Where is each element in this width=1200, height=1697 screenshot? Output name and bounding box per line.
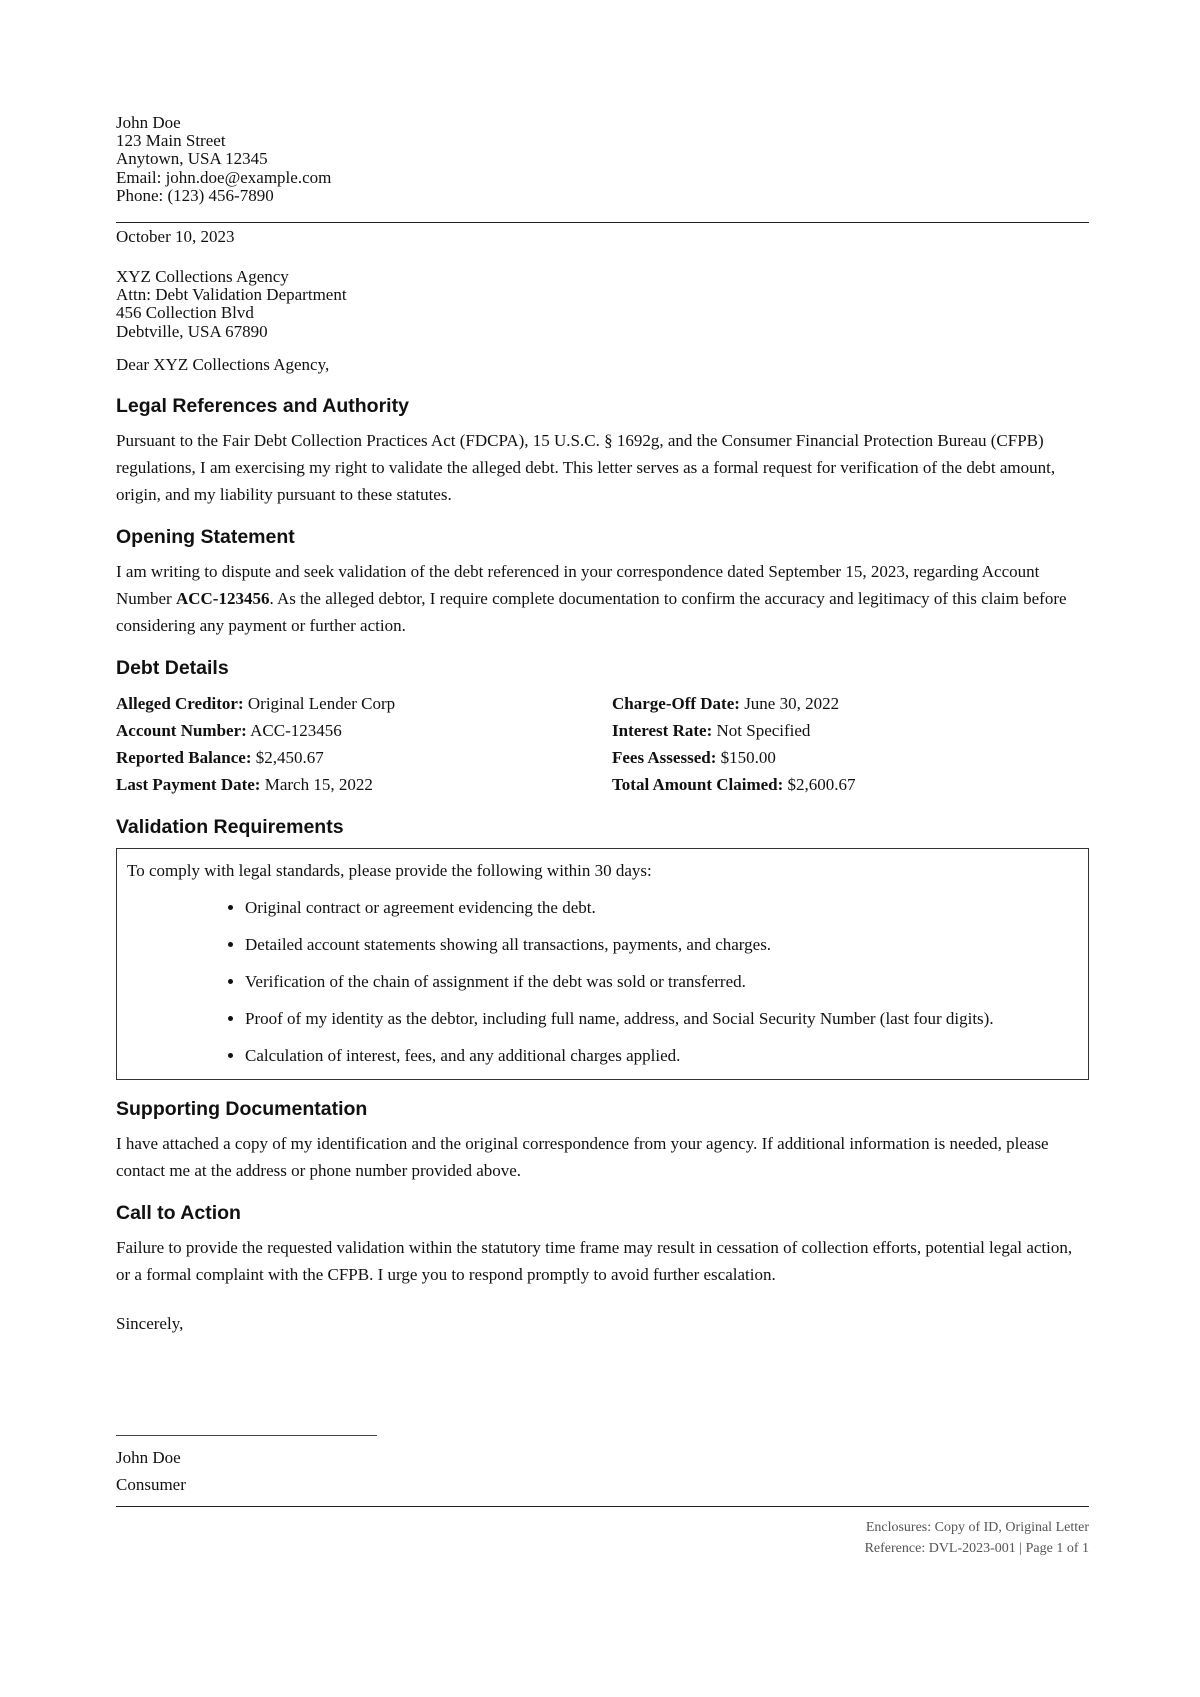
call-to-action-heading: Call to Action (116, 1201, 241, 1224)
details-row (612, 717, 1089, 744)
letter-page (116, 114, 1089, 1560)
details-row (116, 771, 612, 798)
detail-value: $2,450.67 (255, 747, 324, 767)
legal-heading: Legal References and Authority (116, 394, 409, 417)
recipient-city: Debtville, USA 67890 (116, 321, 268, 341)
supporting-paragraph: I have attached a copy of my identification and the original correspondence from your agency. If additional information is needed, please contact me at the address or phone number provided above. (116, 1133, 1049, 1180)
sender-name: John Doe (116, 113, 181, 132)
recipient-street: 456 Collection Blvd (116, 303, 254, 323)
list-item: • Calculation of interest, fees, and any additional charges applied. (245, 1044, 1078, 1067)
sender-email: Email: john.doe@example.com (116, 167, 332, 187)
validation-heading: Validation Requirements (116, 815, 344, 838)
detail-label: Account Number: (116, 720, 247, 740)
detail-value: June 30, 2022 (744, 693, 840, 713)
sender-phone: Phone: (123) 456-7890 (116, 185, 274, 205)
detail-label: Reported Balance: (116, 747, 252, 767)
footer-enclosures: Enclosures: Copy of ID, Original Letter (865, 1519, 1089, 1535)
signature-block (116, 1444, 1089, 1498)
footer-divider (116, 1506, 1089, 1507)
detail-value: March 15, 2022 (264, 774, 373, 794)
details-row (612, 690, 1089, 717)
list-item: • Detailed account statements showing all transactions, payments, and charges. (245, 933, 1078, 956)
signature-line (116, 1435, 377, 1436)
signature-name: John Doe (116, 1447, 181, 1467)
opening-text-after: . As the alleged debtor, I require complete documentation to confirm the accuracy and legitimacy of this claim before considering any payment or further action. (116, 588, 1067, 635)
detail-label: Total Amount Claimed: (612, 774, 784, 794)
call-to-action-paragraph: Failure to provide the requested validation within the statutory time frame may result in cessation of collection efforts, potential legal action, or a formal complaint with the CFPB. I urge you to respond promptly to avoid further escalation. (116, 1237, 1073, 1284)
recipient-attn: Attn: Debt Validation Department (116, 285, 347, 305)
footer (116, 1517, 1089, 1560)
closing: Sincerely, (116, 1313, 184, 1333)
validation-list (127, 896, 1078, 1067)
opening-account-number: ACC-123456 (175, 588, 270, 608)
signature-title: Consumer (116, 1474, 186, 1494)
detail-value: $150.00 (720, 747, 776, 767)
list-item: • Proof of my identity as the debtor, including full name, address, and Social Security Number (last four digits). (245, 1007, 1078, 1030)
detail-label: Fees Assessed: (612, 747, 717, 767)
sender-street: 123 Main Street (116, 131, 226, 151)
debt-details-heading: Debt Details (116, 656, 229, 679)
details-row (612, 771, 1089, 798)
details-row (116, 690, 612, 717)
detail-label: Alleged Creditor: (116, 693, 244, 713)
opening-heading: Opening Statement (116, 525, 295, 548)
detail-label: Interest Rate: (612, 720, 713, 740)
debt-details-grid (116, 690, 1089, 798)
detail-label: Last Payment Date: (116, 774, 261, 794)
legal-paragraph: Pursuant to the Fair Debt Collection Practices Act (FDCPA), 15 U.S.C. § 1692g, and the Consumer Financial Protection Bureau (CFPB) regulations, I am exercising my right to validate the alleged debt. This letter serves as a formal request for verification of the debt amount, origin, and my liability pursuant to these statutes. (116, 430, 1056, 504)
detail-value: $2,600.67 (787, 774, 856, 794)
details-row (116, 717, 612, 744)
validation-intro: To comply with legal standards, please provide the following within 30 days: (127, 860, 652, 880)
detail-value: Original Lender Corp (247, 693, 396, 713)
detail-value: Not Specified (716, 720, 811, 740)
detail-label: Charge-Off Date: (612, 693, 740, 713)
opening-paragraph (116, 558, 1089, 639)
footer-reference: Reference: DVL-2023-001 | Page 1 of 1 (864, 1541, 1089, 1557)
supporting-heading: Supporting Documentation (116, 1097, 368, 1120)
details-row (612, 744, 1089, 771)
recipient-name: XYZ Collections Agency (116, 267, 289, 287)
validation-requirements-box (116, 848, 1089, 1080)
list-item: • Verification of the chain of assignment if the debt was sold or transferred. (245, 970, 1078, 993)
salutation: Dear XYZ Collections Agency, (116, 354, 330, 374)
details-row (116, 744, 612, 771)
sender-address-block (116, 114, 1089, 205)
opening-text-before: I am writing to dispute and seek validation of the debt referenced in your correspondence dated September 15, 2023, regarding Account Number (116, 561, 1040, 608)
header-divider (116, 222, 1089, 223)
sender-city: Anytown, USA 12345 (116, 149, 268, 169)
list-item: • Original contract or agreement evidencing the debt. (245, 896, 1078, 919)
letter-date: October 10, 2023 (116, 227, 235, 247)
detail-value: ACC-123456 (250, 720, 342, 740)
recipient-address-block (116, 268, 1089, 341)
